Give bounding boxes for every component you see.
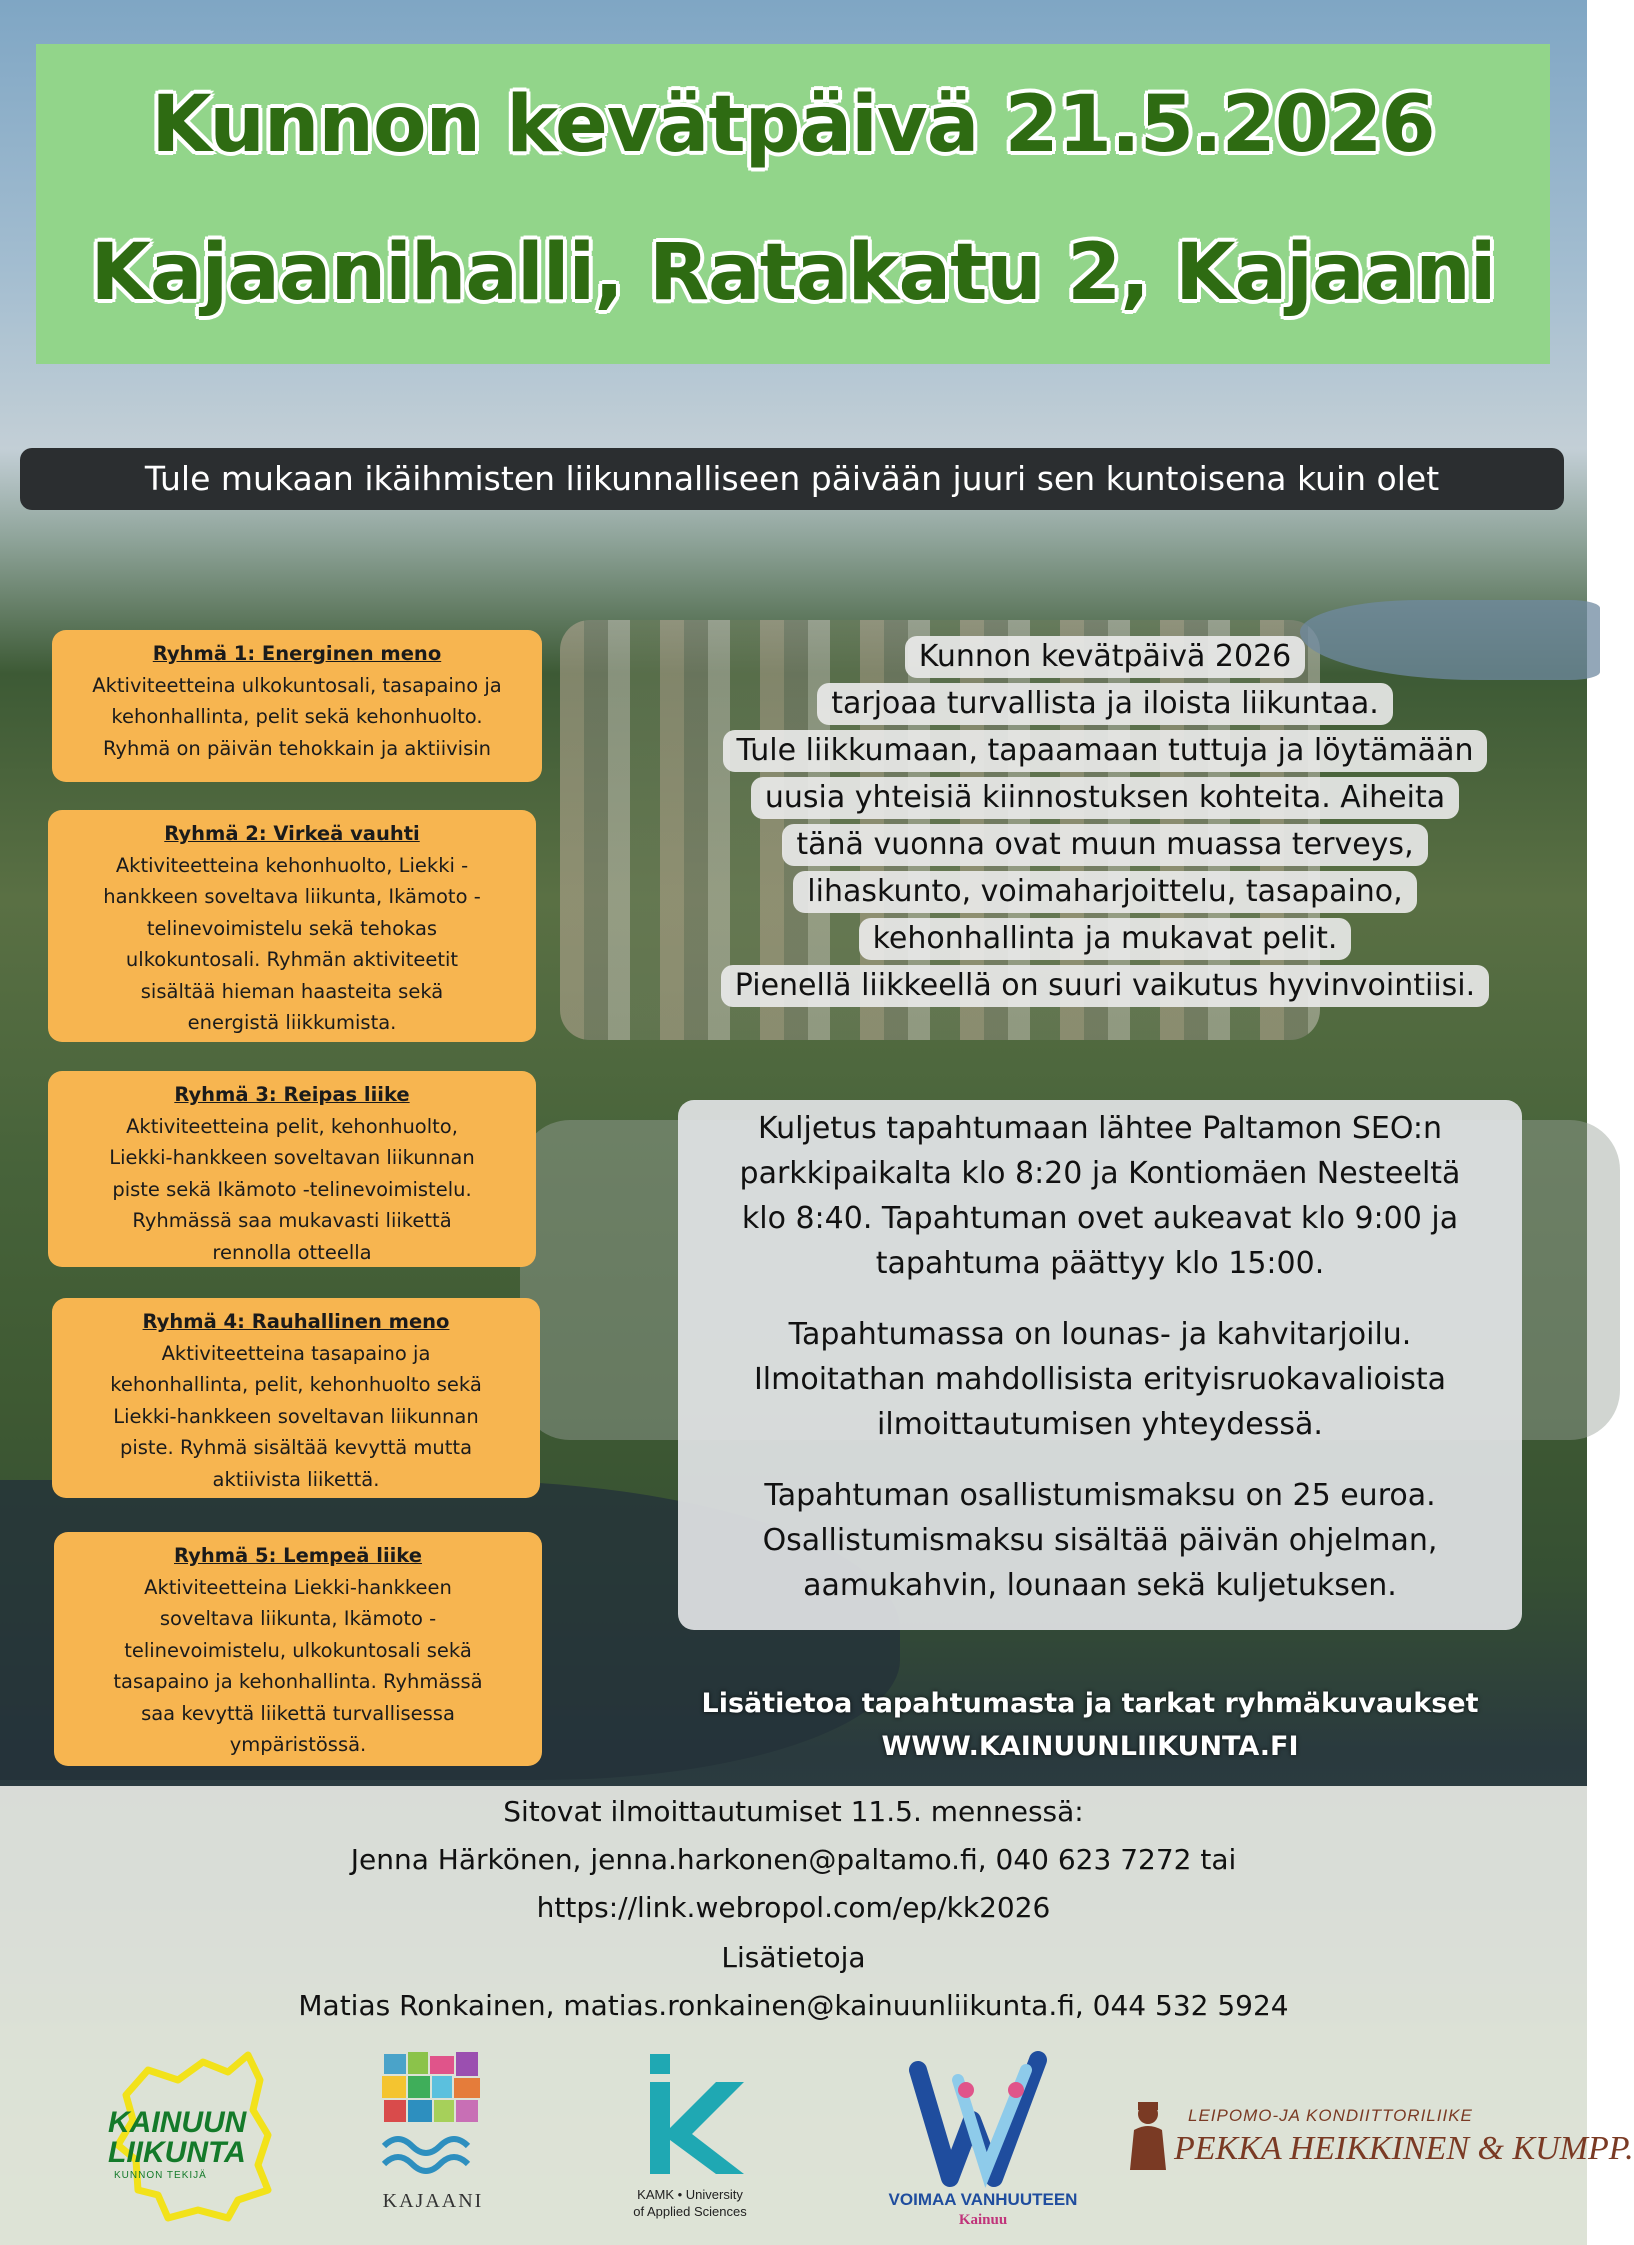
group-desc-line: Aktiviteetteina kehonhuolto, Liekki - (115, 853, 469, 877)
voimaa-vanhuuteen-logo (888, 2050, 1078, 2240)
intro-line: tänä vuonna ovat muun muassa terveys, (782, 824, 1427, 866)
info-heading: Lisätietoja (721, 1941, 866, 1974)
group-desc-line: aktiivista liikettä. (212, 1467, 380, 1491)
tagline: Tule mukaan ikäihmisten liikunnalliseen päivään juuri sen kuntoisena kuin olet (20, 448, 1564, 510)
group-desc-line: Aktiviteetteina pelit, kehonhuolto, (126, 1114, 458, 1138)
kainuun-liikunta-logo (108, 2050, 278, 2220)
group-desc-line: Aktiviteetteina Liekki-hankkeen (144, 1575, 452, 1599)
transport-info (678, 1106, 1522, 1286)
kajaani-mosaic-icon (378, 2050, 488, 2180)
intro-line: kehonhallinta ja mukavat pelit. (859, 918, 1352, 960)
more-info (640, 1682, 1540, 1768)
intro-line: lihaskunto, voimaharjoittelu, tasapaino, (793, 871, 1416, 913)
info-contact: Matias Ronkainen, matias.ronkainen@kainuunliikunta.fi, 044 532 5924 (298, 1989, 1289, 2022)
group-desc-line: hankkeen soveltava liikunta, Ikämoto - (103, 885, 481, 908)
group-2-box (48, 810, 536, 1042)
intro-line: Tule liikkumaan, tapaamaan tuttuja ja löytämään (723, 730, 1488, 772)
info-line: tapahtuma päättyy klo 15:00. (875, 1246, 1325, 1281)
info-line: Tapahtuman osallistumismaksu on 25 euroa. (764, 1478, 1436, 1513)
logo-text: PEKKA HEIKKINEN & KUMPP. (1174, 2130, 1634, 2167)
group-desc-line: kehonhallinta, pelit, kehonhuolto sekä (110, 1373, 482, 1396)
info-line: Tapahtumassa on lounas- ja kahvitarjoilu. (788, 1317, 1412, 1352)
event-location: Kajaanihalli, Ratakatu 2, Kajaani (90, 228, 1496, 318)
group-desc-line: rennolla otteella (212, 1240, 372, 1264)
intro-line: uusia yhteisiä kiinnostuksen kohteita. Aiheita (751, 777, 1459, 819)
group-desc-line: piste. Ryhmä sisältää kevyttä mutta (119, 1436, 473, 1459)
intro-line: tarjoaa turvallista ja iloista liikuntaa. (817, 683, 1393, 725)
group-title: Ryhmä 5: Lempeä liike (174, 1544, 422, 1567)
registration-link[interactable]: https://link.webropol.com/ep/kk2026 (536, 1891, 1051, 1924)
registration-contact: Jenna Härkönen, jenna.harkonen@paltamo.fi, 040 623 7272 tai (350, 1843, 1237, 1876)
kamk-logo (620, 2050, 760, 2220)
group-desc-line: energistä liikkumista. (187, 1011, 397, 1034)
group-desc-line: sisältää hieman haasteita sekä (140, 979, 444, 1003)
group-desc-line: Liekki-hankkeen soveltavan liikunnan (113, 1404, 479, 1428)
group-title: Ryhmä 4: Rauhallinen meno (142, 1310, 450, 1333)
group-desc-line: Aktiviteetteina tasapaino ja (161, 1341, 431, 1365)
group-title: Ryhmä 2: Virkeä vauhti (164, 822, 420, 845)
group-desc-line: saa kevyttä liikettä turvallisessa (141, 1701, 455, 1725)
group-1-box (52, 630, 542, 782)
website-link[interactable]: WWW.KAINUUNLIIKUNTA.FI (881, 1731, 1299, 1762)
logo-text: LIIKUNTA (108, 2136, 246, 2169)
logo-subtext: LEIPOMO-JA KONDIITTORILIIKE (1188, 2106, 1473, 2125)
info-line: parkkipaikalta klo 8:20 ja Kontiomäen Nesteeltä (739, 1156, 1461, 1191)
group-title: Ryhmä 3: Reipas liike (174, 1083, 410, 1106)
logo-text: KAINUUN (108, 2106, 247, 2139)
group-desc-line: tasapaino ja kehonhallinta. Ryhmässä (113, 1670, 483, 1693)
more-info-text: Lisätietoa tapahtumasta ja tarkat ryhmäkuvaukset (701, 1688, 1479, 1719)
kamk-k-icon (620, 2050, 760, 2180)
info-line: klo 8:40. Tapahtuman ovet aukeavat klo 9:00 ja (741, 1201, 1459, 1236)
group-desc-line: ympäristössä. (229, 1733, 367, 1756)
info-box (678, 1100, 1522, 1630)
logo-text: KAJAANI (382, 2190, 484, 2212)
group-desc-line: soveltava liikunta, Ikämoto - (159, 1607, 437, 1630)
pekka-heikkinen-logo (1118, 2050, 1634, 2180)
contact-info (0, 1788, 1587, 2030)
group-desc-line: Aktiviteetteina ulkokuntosali, tasapaino ja (92, 673, 502, 697)
logo-text: KAMK • University of Applied Sciences (633, 2187, 747, 2219)
group-desc-line: telinevoimistelu, ulkokuntosali sekä (124, 1638, 472, 1662)
info-line: Osallistumismaksu sisältää päivän ohjelman, (762, 1523, 1438, 1558)
group-desc-line: kehonhallinta, pelit sekä kehonhuolto. (111, 705, 483, 728)
fee-info (678, 1473, 1522, 1608)
logo-text: VOIMAA VANHUUTEEN (888, 2190, 1078, 2209)
group-title: Ryhmä 1: Energinen meno (152, 642, 442, 665)
group-desc-line: Ryhmässä saa mukavasti liikettä (132, 1209, 452, 1232)
group-4-box (52, 1298, 540, 1498)
group-desc-line: Ryhmä on päivän tehokkain ja aktiivisin (102, 736, 492, 760)
intro-line: Pienellä liikkeellä on suuri vaikutus hyvinvointiisi. (721, 965, 1489, 1007)
info-line: aamukahvin, lounaan sekä kuljetuksen. (803, 1568, 1397, 1603)
food-info (678, 1312, 1522, 1447)
event-title: Kunnon kevätpäivä 21.5.2026 (151, 80, 1435, 170)
intro-line: Kunnon kevätpäivä 2026 (905, 636, 1306, 678)
group-5-box (54, 1532, 542, 1766)
voimaa-w-icon (888, 2050, 1078, 2188)
group-desc-line: telinevoimistelu sekä tehokas (146, 916, 438, 940)
info-line: Ilmoitathan mahdollisista erityisruokavalioista (753, 1362, 1447, 1397)
registration-heading: Sitovat ilmoittautumiset 11.5. mennessä: (503, 1795, 1084, 1828)
info-line: ilmoittautumisen yhteydessä. (877, 1407, 1323, 1442)
group-3-box (48, 1071, 536, 1267)
logo-subtext: Kainuu (958, 2212, 1008, 2228)
baker-figure-icon (1118, 2100, 1178, 2180)
info-line: Kuljetus tapahtumaan lähtee Paltamon SEO:n (757, 1111, 1443, 1146)
group-desc-line: Liekki-hankkeen soveltavan liikunnan (109, 1146, 475, 1169)
group-desc-line: piste sekä Ikämoto -telinevoimistelu. (112, 1177, 472, 1201)
logo-subtext: KUNNON TEKIJÄ (114, 2170, 207, 2181)
group-desc-line: ulkokuntosali. Ryhmän aktiviteetit (125, 948, 459, 971)
kajaani-logo (378, 2050, 488, 2220)
intro-text (680, 636, 1530, 1012)
